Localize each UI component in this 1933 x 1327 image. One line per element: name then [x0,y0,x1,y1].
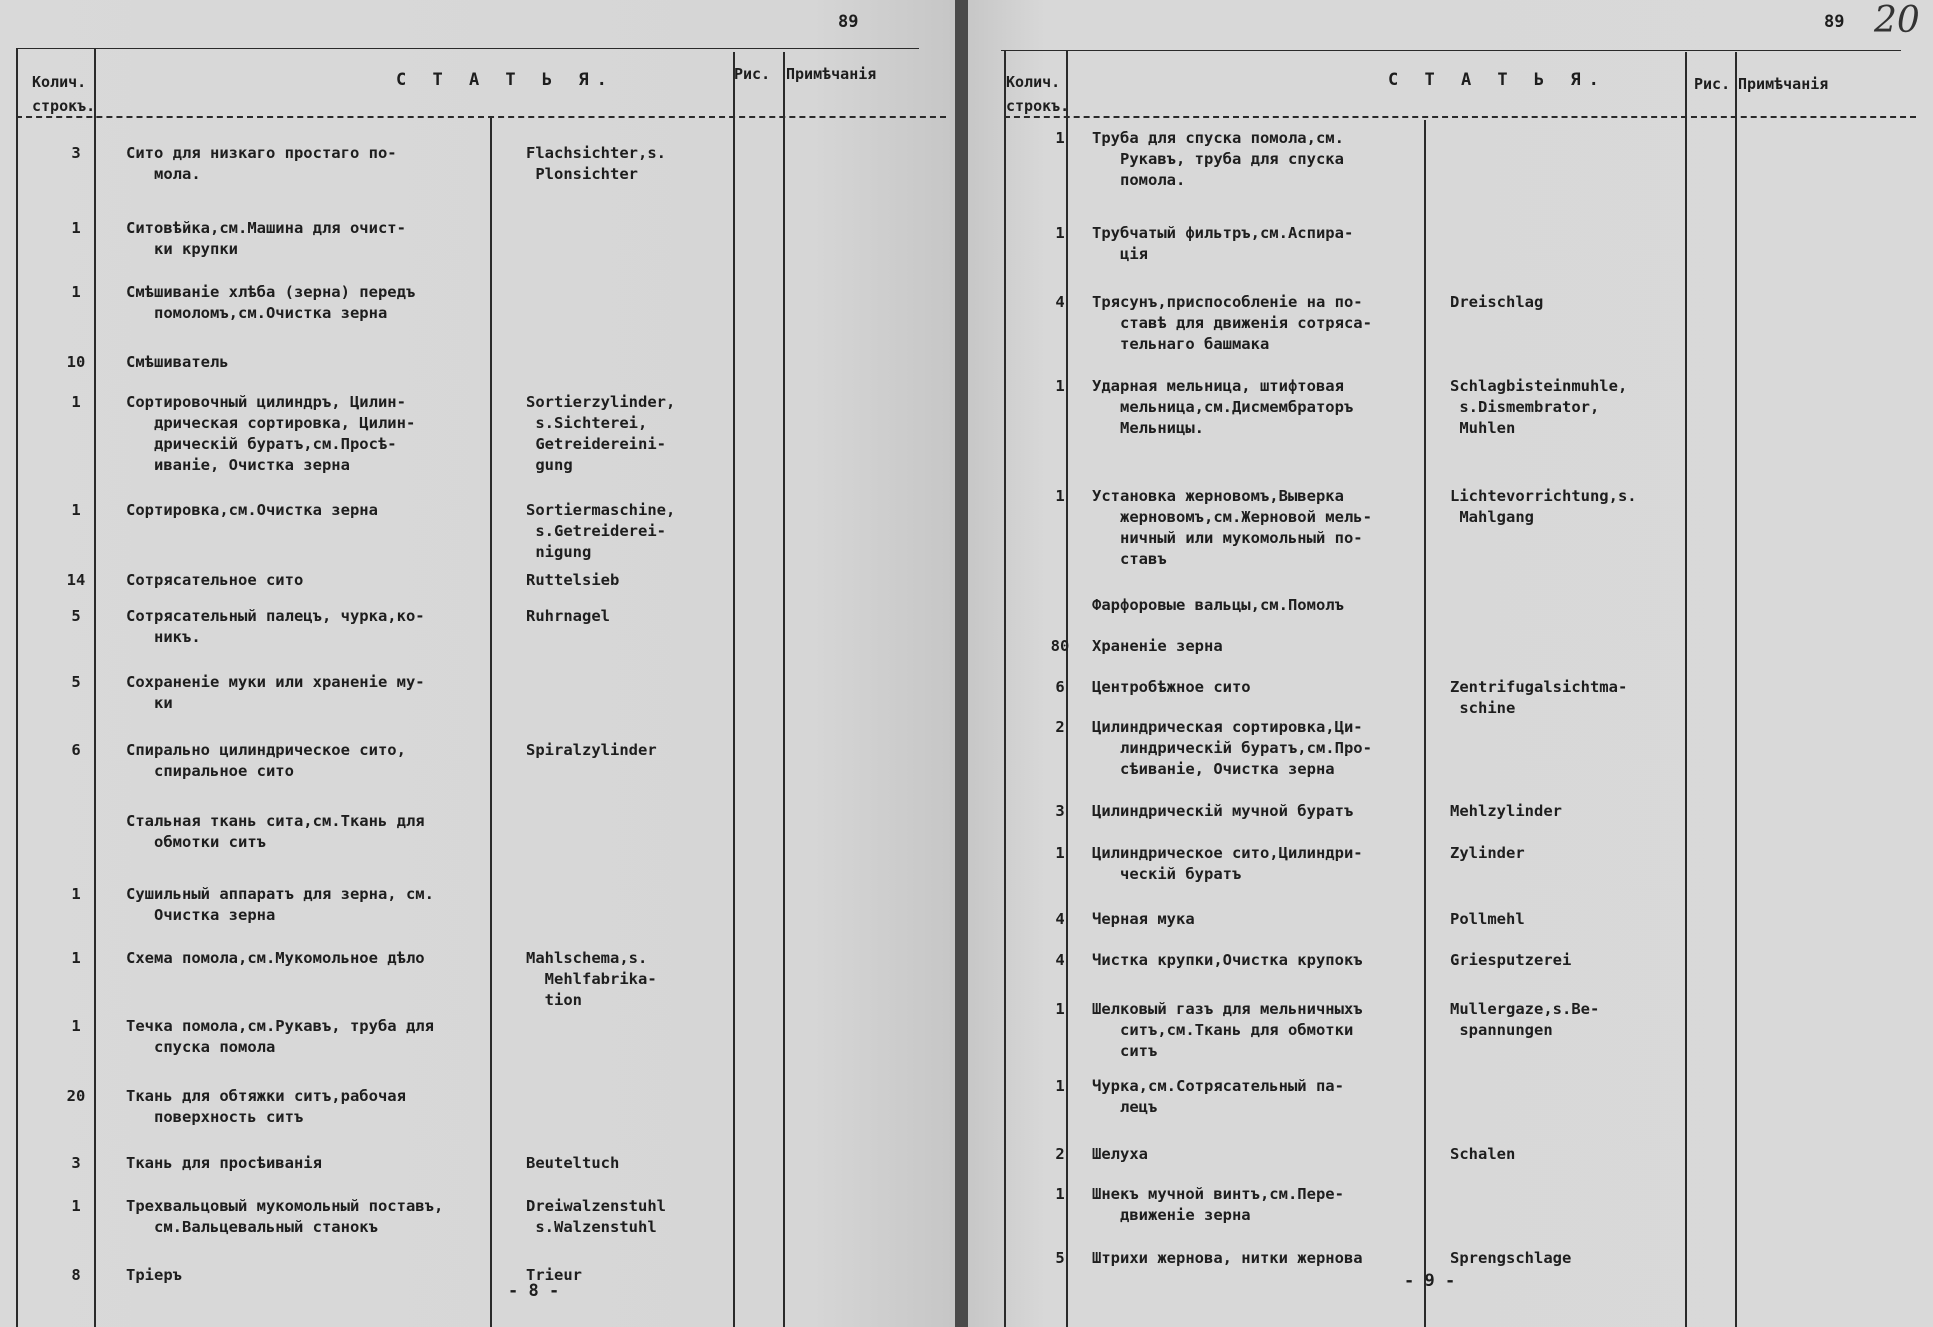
header-article: С Т А Т Ь Я. [396,70,615,90]
book-gutter [955,0,968,1327]
row-qty: 80 [1050,637,1070,655]
row-qty: 4 [1055,293,1065,311]
row-qty: 1 [1055,224,1065,242]
row-article: Ударная мельница, штифтовая мельница,см.Дисмембраторъ Мельницы. [1092,377,1354,437]
row-article: Труба для спуска помола,см. Рукавъ, труба для спуска помола. [1092,129,1344,189]
header-separator [16,116,946,118]
row-qty: 1 [71,393,81,411]
row-article: Схема помола,см.Мукомольное дѣло [126,949,425,967]
column-divider [1685,52,1687,1327]
row-qty: 1 [1055,129,1065,147]
header-article: С Т А Т Ь Я. [1388,70,1607,90]
row-article: Тріеръ [126,1266,182,1284]
row-article: Трехвальцовый мукомольный поставъ, см.Вальцевальный станокъ [126,1197,444,1236]
row-article: Сохраненіе муки или храненіе му- ки [126,673,425,712]
page-number: 89 [1824,12,1845,32]
row-german-term: Dreischlag [1450,293,1544,311]
row-article: Сотрясательный палецъ, чурка,ко- никъ. [126,607,425,646]
handwritten-mark: 20 [1874,0,1920,41]
table-border [16,48,18,1327]
row-article: Храненіе зерна [1092,637,1223,655]
row-article: Течка помола,см.Рукавъ, труба для спуска помола [126,1017,434,1056]
row-german-term: Flachsichter,s. Plonsichter [526,144,666,183]
row-german-term: Sprengschlage [1450,1249,1572,1267]
row-german-term: Mehlzylinder [1450,802,1562,820]
row-german-term: Lichtevorrichtung,s. Mahlgang [1450,487,1637,526]
row-german-term: Ruttelsieb [526,571,620,589]
row-qty: 3 [1055,802,1065,820]
row-article: Сушильный аппаратъ для зерна, см. Очистка зерна [126,885,434,924]
column-divider [733,52,735,1327]
row-qty: 3 [71,144,81,162]
row-article: Трубчатый фильтръ,см.Аспира- ція [1092,224,1354,263]
row-article: Штрихи жернова, нитки жернова [1092,1249,1363,1267]
header-fig: Рис. [1694,75,1731,93]
row-qty: 1 [1055,377,1065,395]
row-qty: 2 [1055,718,1065,736]
row-qty: 1 [71,1017,81,1035]
column-divider [783,52,785,1327]
row-german-term: Spiralzylinder [526,741,657,759]
row-german-term: Schlagbisteinmuhle, s.Dismembrator, Muhlen [1450,377,1628,437]
row-qty: 2 [1055,1145,1065,1163]
row-article: Шелковый газъ для мельничныхъ ситъ,см.Ткань для обмотки ситъ [1092,1000,1363,1060]
row-article: Цилиндрическое сито,Цилиндри- ческій буратъ [1092,844,1363,883]
left-page [0,0,955,1327]
page-footer: - 8 - [508,1281,560,1301]
header-qty: Колич. строкъ. [1006,73,1070,115]
right-page [968,0,1933,1327]
column-divider [1424,120,1426,1327]
header-notes: Примѣчанія [786,65,877,83]
row-german-term: Mullergaze,s.Be- spannungen [1450,1000,1600,1039]
row-german-term: Pollmehl [1450,910,1525,928]
row-article: Шелуха [1092,1145,1148,1163]
row-german-term: Ruhrnagel [526,607,610,625]
row-article: Смѣшиватель [126,353,229,371]
row-article: Сито для низкаго простаго по- мола. [126,144,397,183]
row-qty: 3 [71,1154,81,1172]
header-notes: Примѣчанія [1738,75,1829,93]
row-article: Сортировка,см.Очистка зерна [126,501,378,519]
row-article: Чистка крупки,Очистка крупокъ [1092,951,1363,969]
row-qty: 1 [71,219,81,237]
row-qty: 10 [66,353,86,371]
row-german-term: Griesputzerei [1450,951,1572,969]
row-qty: 1 [1055,844,1065,862]
row-article: Чурка,см.Сотрясательный па- лецъ [1092,1077,1344,1116]
row-german-term: Sortierzylinder, s.Sichterei, Getreidereini- gung [526,393,676,474]
column-divider [1735,52,1737,1327]
row-article: Сотрясательное сито [126,571,304,589]
row-article: Спирально цилиндрическое сито, спиральное сито [126,741,406,780]
row-article: Фарфоровые вальцы,см.Помолъ [1092,596,1344,614]
row-article: Установка жерновомъ,Выверка жерновомъ,см.Жерновой мель- ничный или мукомольный по- ставъ [1092,487,1372,568]
row-qty: 20 [66,1087,86,1105]
row-qty: 1 [1055,487,1065,505]
table-border [1004,50,1006,1327]
row-german-term: Zentrifugalsichtma- schine [1450,678,1628,717]
row-qty: 1 [1055,1077,1065,1095]
row-qty: 5 [71,607,81,625]
row-qty: 6 [1055,678,1065,696]
row-article: Сортировочный цилиндръ, Цилин- дрическая сортировка, Цилин- дрическій буратъ,см.Просѣ- иваніе, Очистка зерна [126,393,416,474]
row-german-term: Schalen [1450,1145,1516,1163]
row-article: Ткань для обтяжки ситъ,рабочая поверхность ситъ [126,1087,406,1126]
row-article: Цилиндрическій мучной буратъ [1092,802,1354,820]
column-divider [490,118,492,1327]
page-footer: - 9 - [1404,1271,1456,1291]
page-number: 89 [838,12,859,32]
row-qty: 1 [71,501,81,519]
row-qty: 14 [66,571,86,589]
row-article: Ситовѣйка,см.Машина для очист- ки крупки [126,219,406,258]
row-qty: 1 [1055,1000,1065,1018]
row-german-term: Beuteltuch [526,1154,620,1172]
row-qty: 1 [71,949,81,967]
row-qty: 1 [71,1197,81,1215]
row-article: Смѣшиваніе хлѣба (зерна) передъ помоломъ,см.Очистка зерна [126,283,416,322]
row-article: Цилиндрическая сортировка,Ци- линдрическій буратъ,см.Про- сѣиваніе, Очистка зерна [1092,718,1372,778]
row-qty: 1 [71,885,81,903]
row-qty: 5 [1055,1249,1065,1267]
row-article: Трясунъ,приспособленіе на по- ставѣ для движенія сотряса- тельнаго башмака [1092,293,1372,353]
row-qty: 1 [1055,1185,1065,1203]
row-qty: 5 [71,673,81,691]
row-article: Стальная ткань сита,см.Ткань для обмотки ситъ [126,812,425,851]
row-german-term: Dreiwalzenstuhl s.Walzenstuhl [526,1197,666,1236]
row-german-term: Trieur [526,1266,582,1284]
header-fig: Рис. [734,65,771,83]
row-article: Шнекъ мучной винтъ,см.Пере- движеніе зерна [1092,1185,1344,1224]
header-separator [1004,116,1916,118]
row-german-term: Zylinder [1450,844,1525,862]
row-german-term: Sortiermaschine, s.Getreiderei- nigung [526,501,676,561]
row-qty: 4 [1055,910,1065,928]
row-german-term: Mahlschema,s. Mehlfabrika- tion [526,949,657,1009]
row-article: Центробѣжное сито [1092,678,1251,696]
row-article: Черная мука [1092,910,1195,928]
row-qty: 4 [1055,951,1065,969]
row-qty: 1 [71,283,81,301]
row-article: Ткань для просѣиванія [126,1154,322,1172]
row-qty: 8 [71,1266,81,1284]
row-qty: 6 [71,741,81,759]
header-qty: Колич. строкъ. [32,73,96,115]
